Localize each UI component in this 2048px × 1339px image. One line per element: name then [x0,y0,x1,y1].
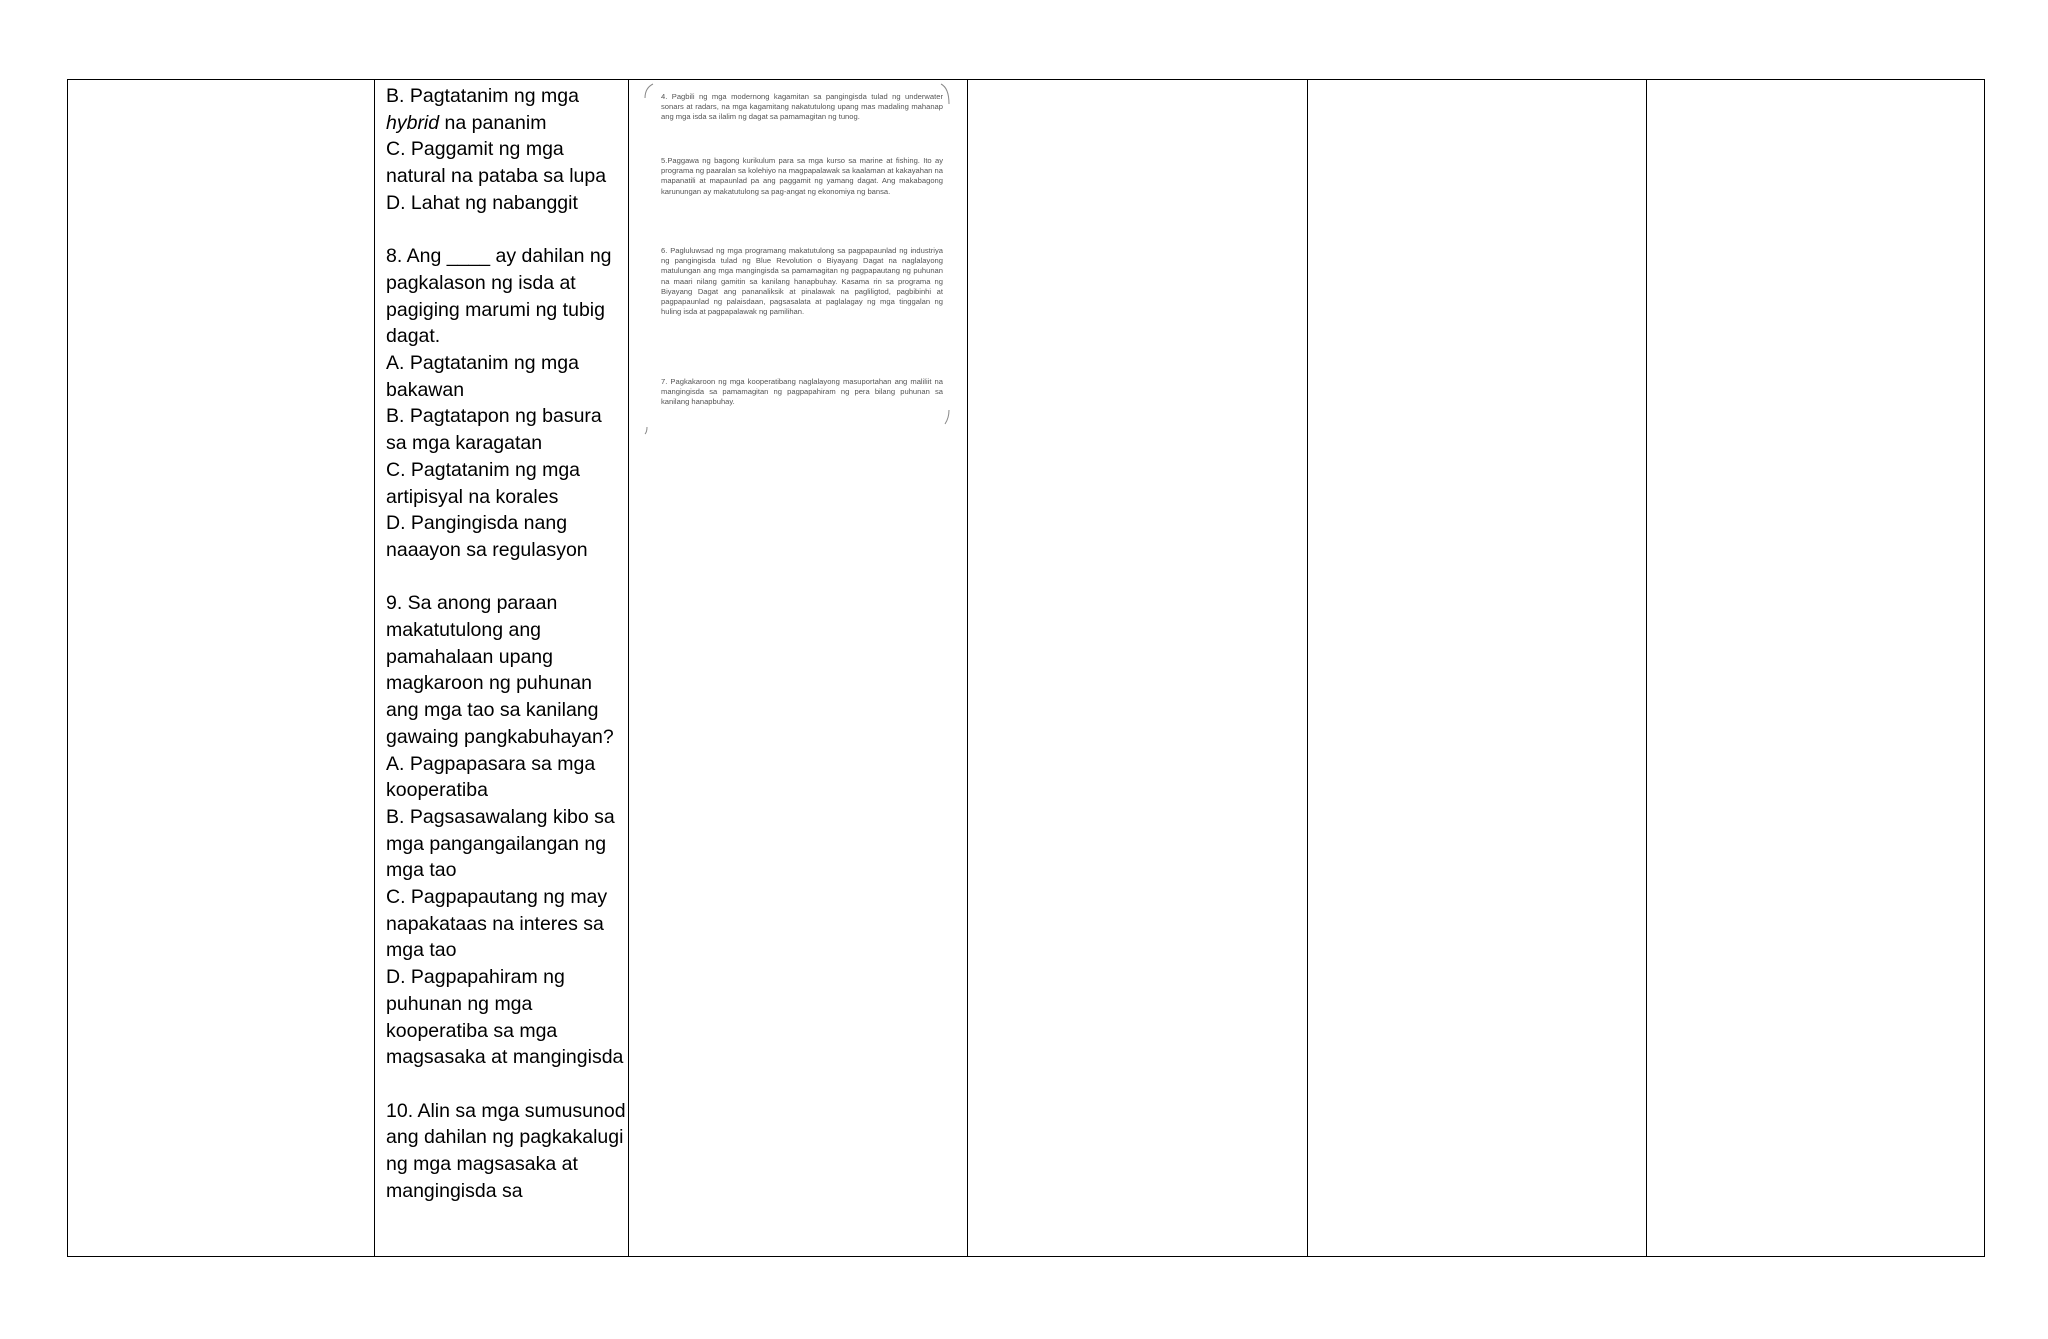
q7-option-b-italic: hybrid [386,111,440,134]
q7-option-c: C. Paggamit ng mga natural na pataba sa lupa [386,138,607,188]
q7-option-d: D. Lahat ng nabanggit [386,191,578,214]
table-column-6 [1646,80,1986,1256]
q9-option-b: B. Pagsasawalang kibo sa mga pangangailangan ng mga tao [386,805,615,882]
q8-option-d: D. Pangingisda nang naaayon sa regulasyon [386,512,588,561]
scanned-item-4: 4. Pagbili ng mga modernong kagamitan sa pangingisda tulad ng underwater sonars at radars, na mga kagamitang nakatutulong upang mas madaling mahanap ang mga isda sa ilalim ng dagat sa pamamagitan ng tunog. [661,92,943,122]
q8-option-b: B. Pagtatapon ng basura sa mga karagatan [386,405,602,455]
bracket-left-icon [639,82,659,442]
lesson-plan-table [67,79,1985,1257]
scanned-item-6: 6. Pagluluwsad ng mga programang makatutulong sa pagpapaunlad ng industriya ng pangingisda tulad ng Blue Revolution o Biyayang Dagat na naglalayong matulungan ang mga mangingisda sa pamamagitan ng pagpapautang ng puhunan na maari nilang gamitin sa kanilang hanapbuhay. Kasama rin sa programa ng Biyayang Dagat ang pananaliksik at pinalawak na pagliligtod, pagbibinhi at pagpapaunlad ng palaisdaan, pagsasalata at paglalagay ng mga tinggalan ng huling isda at pagpapalawak ng pamilihan. [661,246,943,317]
scanned-excerpt [639,82,959,442]
q9-option-a: A. Pagpapasara sa mga kooperatiba [386,752,596,802]
table-column-questions [374,80,628,1256]
scanned-item-5: 5.Paggawa ng bagong kurikulum para sa mga kurso sa marine at fishing. Ito ay programa ng paaralan sa kolehiyo na magpapalawak sa kaalaman at kakayahan na mapanatili at mapaunlad pa ang paggamit ng yamang dagat. Ang makabagong karunungan ay makatutulong sa pag-angat ng ekonomiya ng bansa. [661,156,943,196]
table-column-5 [1307,80,1646,1256]
q8-option-a: A. Pagtatanim ng mga bakawan [386,352,579,401]
q9-option-d: D. Pagpapahiram ng puhunan ng mga kooperatiba sa mga magsasaka at mangingisda [386,966,624,1069]
q9-option-c: C. Pagpapautang ng may napakataas na interes sa mga tao [386,886,608,962]
table-column-scanned-text [628,80,967,1256]
table-column-4 [967,80,1307,1256]
scanned-item-7: 7. Pagkakaroon ng mga kooperatibang naglalayong masuportahan ang maliliit na mangingisda sa pamamagitan ng pagpapahiram ng pera bilang puhunan sa kanilang hanapbuhay. [661,377,943,407]
q9-stem: 9. Sa anong paraan makatutulong ang pamahalaan upang magkaroon ng puhunan ang mga tao sa kanilang gawaing pangkabuhayan? [386,592,614,748]
q10-stem: 10. Alin sa mga sumusunod ang dahilan ng pagkakalugi ng mga magsasaka at mangingisda sa [386,1099,626,1202]
table-column-1 [68,80,374,1256]
q8-stem: 8. Ang ____ ay dahilan ng pagkalason ng isda at pagiging marumi ng tubig dagat. [386,245,612,348]
assessment-questions [386,83,626,1204]
q7-option-b: B. Pagtatanim ng mga hybrid na pananim [386,85,579,134]
q8-option-c: C. Pagtatanim ng mga artipisyal na korales [386,458,581,508]
